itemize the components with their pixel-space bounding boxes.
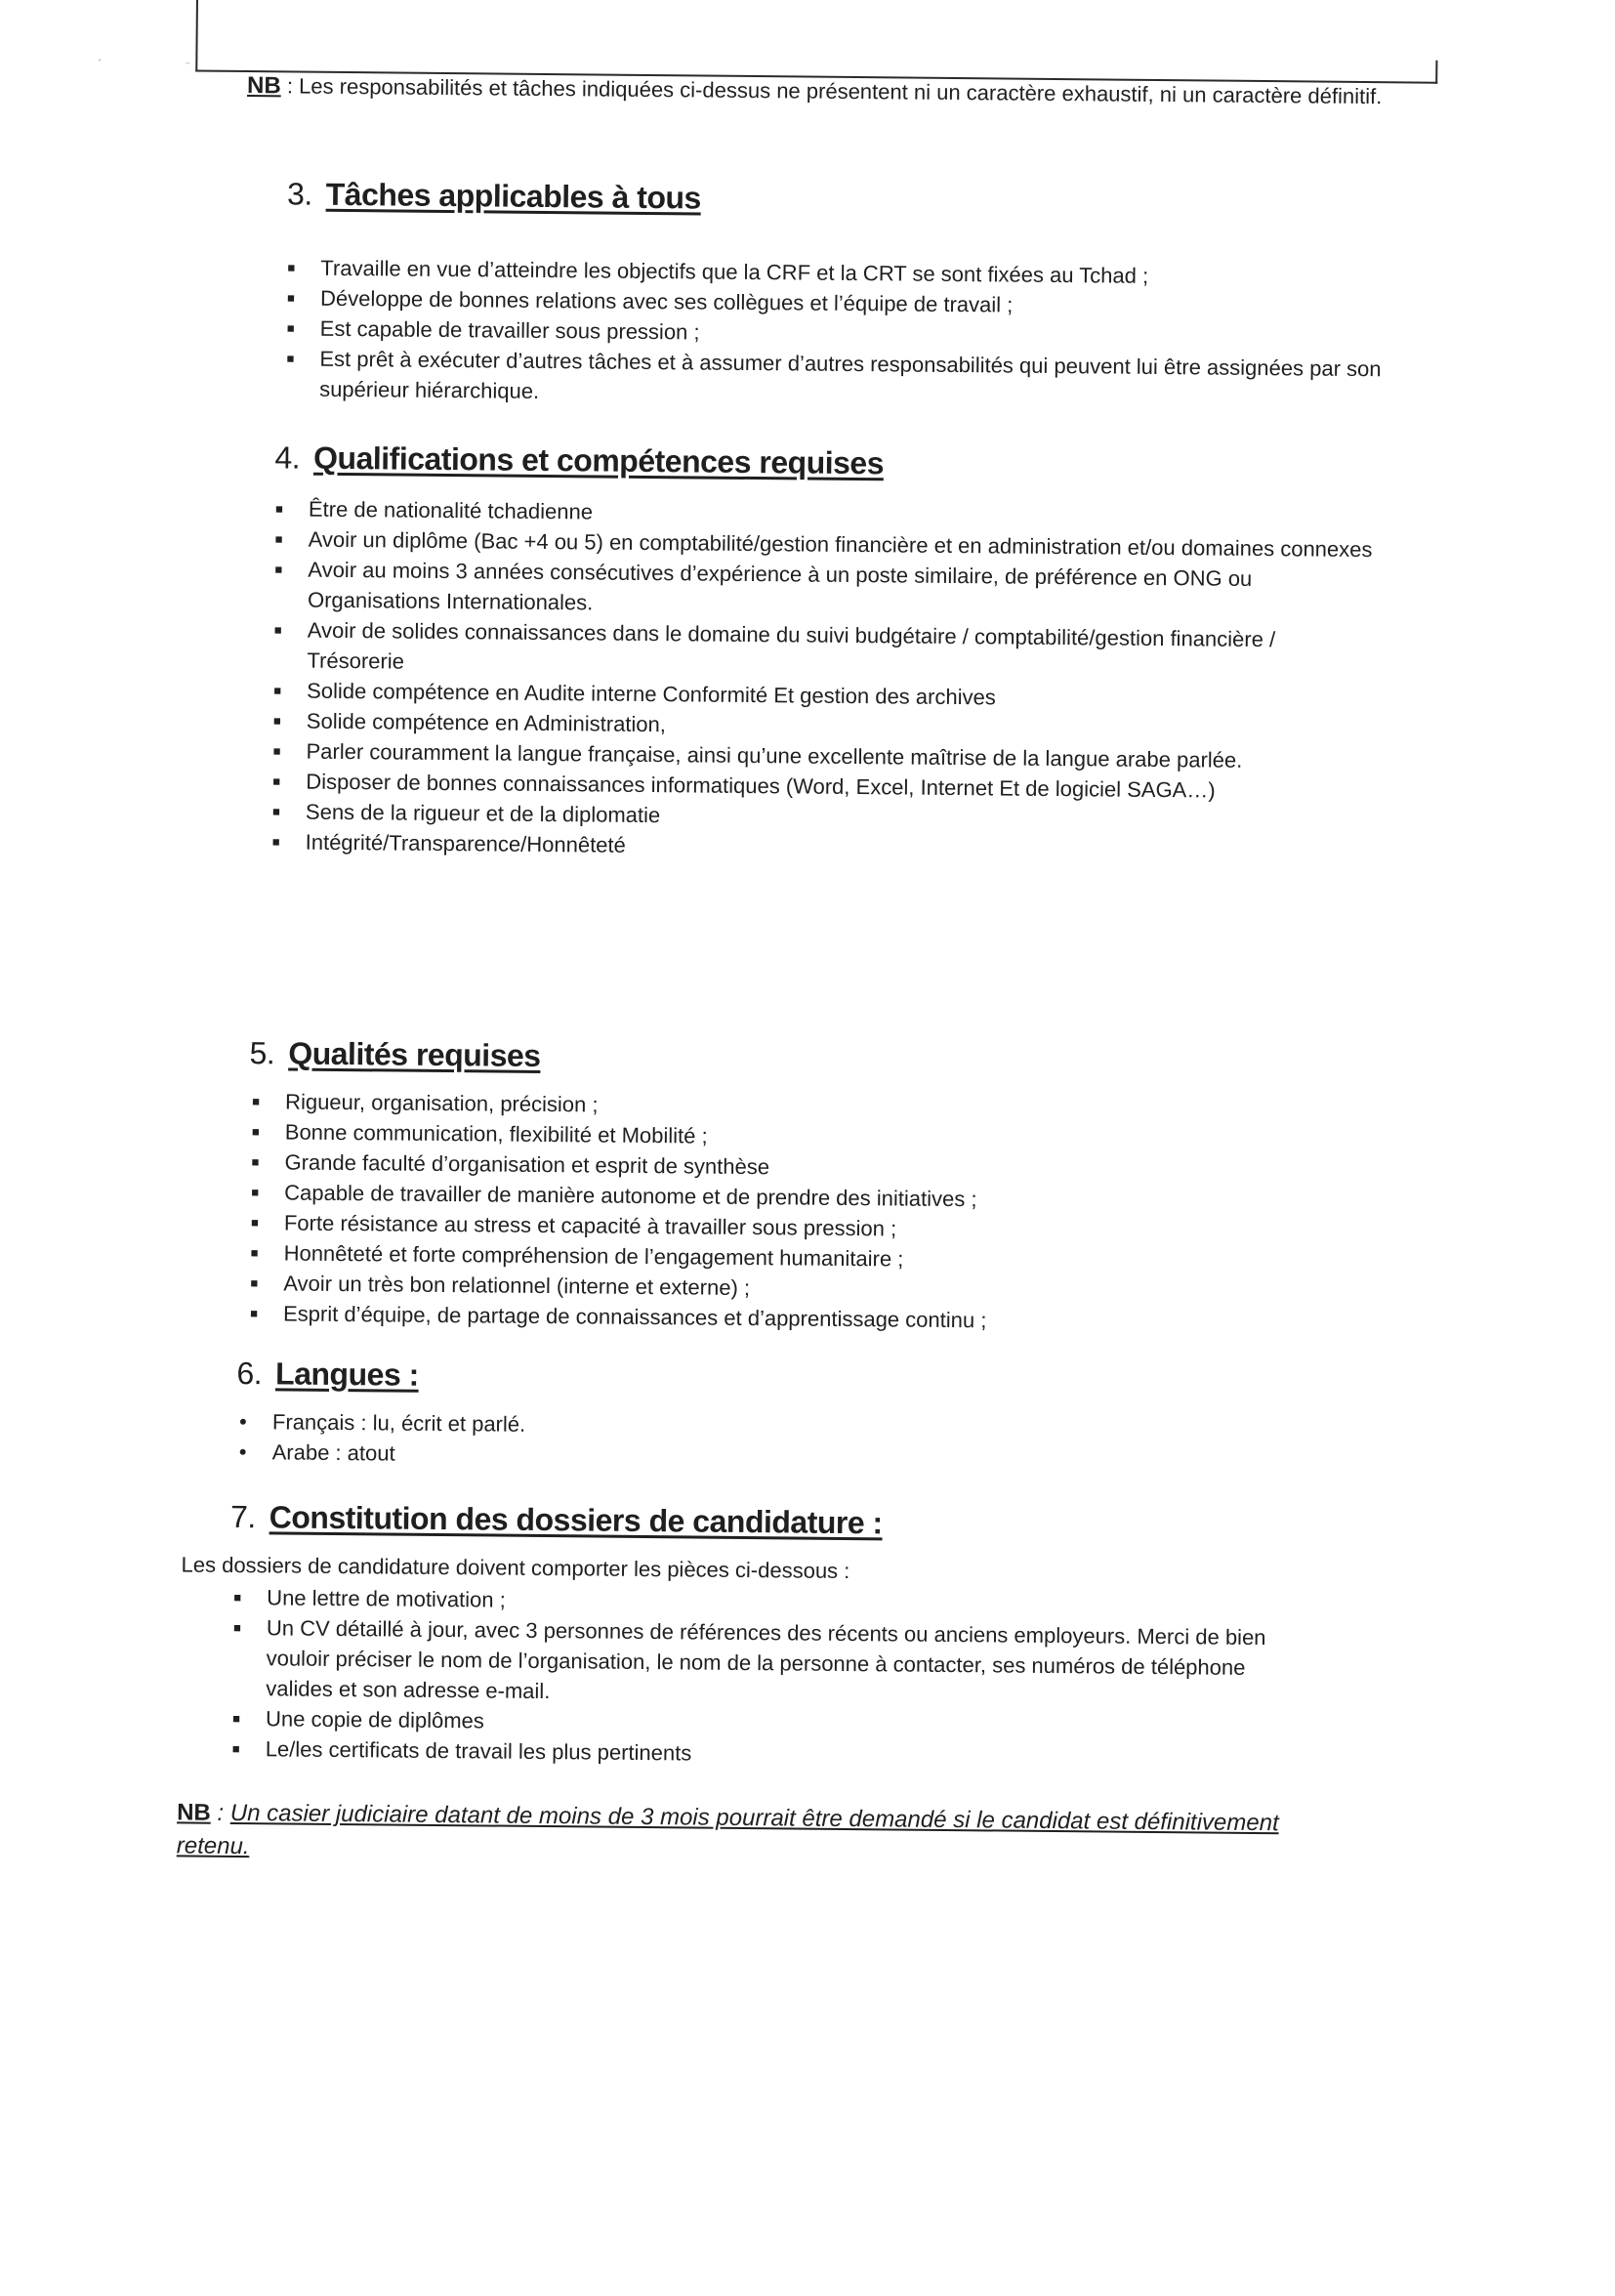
square-bullet-icon: ■ bbox=[273, 683, 282, 698]
section-number: 6. bbox=[236, 1355, 263, 1392]
nb-text: Un casier judiciaire datant de moins de 3 mois pourrait être demandé si le candidat est définitivement retenu. bbox=[176, 1799, 1279, 1860]
square-bullet-icon: ■ bbox=[251, 1154, 260, 1170]
list-item-text: Être de nationalité tchadienne bbox=[308, 496, 594, 524]
section-6-heading bbox=[236, 1356, 419, 1394]
square-bullet-icon: ■ bbox=[251, 1124, 260, 1140]
section-number: 7. bbox=[229, 1498, 256, 1535]
section-4-list bbox=[267, 493, 1374, 867]
square-bullet-icon: ■ bbox=[232, 1710, 241, 1727]
round-bullet-icon: • bbox=[238, 1440, 247, 1465]
list-item bbox=[280, 343, 1385, 414]
section-title: Qualifications et compétences requises bbox=[312, 439, 885, 481]
square-bullet-icon: ■ bbox=[250, 1245, 259, 1261]
list-item-text: Sens de la rigueur et de la diplomatie bbox=[305, 799, 661, 828]
square-bullet-icon: ■ bbox=[250, 1306, 259, 1321]
list-item bbox=[268, 614, 1372, 686]
list-item-text: Un CV détaillé à jour, avec 3 personnes de références des récents ou anciens employeurs. Merci de bien vouloir préciser le nom de l’organisation, le nom de la personne à contacter, ses numéros de téléphone valides et son adresse e-mail. bbox=[266, 1615, 1266, 1704]
list-item-text: Avoir un très bon relationnel (interne et externe) ; bbox=[283, 1271, 751, 1301]
square-bullet-icon: ■ bbox=[232, 1619, 241, 1636]
list-item bbox=[227, 1612, 1272, 1713]
round-bullet-icon: • bbox=[239, 1409, 247, 1435]
list-item-text: Honnêteté et forte compréhension de l’engagement humanitaire ; bbox=[283, 1240, 904, 1272]
section-7-list bbox=[227, 1582, 1273, 1774]
table-frame-right-edge bbox=[1435, 61, 1437, 84]
section-number: 4. bbox=[274, 439, 301, 476]
list-item-text: Forte résistance au stress et capacité à travailler sous pression ; bbox=[283, 1210, 897, 1241]
list-item-text: Disposer de bonnes connaissances informatiques (Word, Excel, Internet Et de logiciel SAGA…) bbox=[306, 769, 1216, 803]
square-bullet-icon: ■ bbox=[274, 531, 283, 547]
list-item bbox=[269, 554, 1373, 625]
square-bullet-icon: ■ bbox=[251, 1185, 260, 1200]
section-title: Langues : bbox=[274, 1356, 419, 1393]
list-item-text: Grande faculté d’organisation et esprit de synthèse bbox=[284, 1149, 770, 1180]
section-7-intro: Les dossiers de candidature doivent comporter les pièces ci-dessous : bbox=[181, 1552, 850, 1584]
list-item-text: Est capable de travailler sous pression ; bbox=[319, 315, 700, 345]
square-bullet-icon: ■ bbox=[233, 1589, 242, 1606]
section-3-heading bbox=[287, 176, 701, 216]
list-item-text: Intégrité/Transparence/Honnêteté bbox=[305, 829, 626, 857]
list-item-text: Solide compétence en Audite interne Conformité Et gestion des archives bbox=[307, 678, 996, 710]
square-bullet-icon: ■ bbox=[250, 1215, 259, 1231]
list-item-text: Rigueur, organisation, précision ; bbox=[285, 1089, 599, 1117]
section-5-heading bbox=[249, 1035, 540, 1074]
list-item-text: Esprit d’équipe, de partage de connaissances et d’apprentissage continu ; bbox=[282, 1301, 987, 1333]
square-bullet-icon: ■ bbox=[272, 713, 281, 729]
square-bullet-icon: ■ bbox=[272, 743, 281, 759]
list-item-text: Une copie de diplômes bbox=[265, 1706, 484, 1733]
list-item-text: Est prêt à exécuter d’autres tâches et à assumer d’autres responsabilités qui peuvent lui être assignées par son supérieur hiérarchique. bbox=[319, 346, 1382, 403]
list-item-text: Avoir au moins 3 années consécutives d’expérience à un poste similaire, de préférence en ONG ou Organisations Internationales. bbox=[307, 557, 1253, 615]
nb-label: NB bbox=[246, 72, 281, 100]
square-bullet-icon: ■ bbox=[231, 1740, 240, 1757]
list-item-text: Parler couramment la langue française, ainsi qu’une excellente maîtrise de la langue arabe parlée. bbox=[306, 738, 1243, 772]
square-bullet-icon: ■ bbox=[250, 1275, 259, 1291]
nb-note-bottom bbox=[177, 1796, 1320, 1873]
square-bullet-icon: ■ bbox=[287, 290, 296, 306]
section-4-heading bbox=[274, 439, 884, 481]
list-item-text: Le/les certificats de travail les plus pertinents bbox=[265, 1736, 692, 1766]
list-item-text: Avoir un diplôme (Bac +4 ou 5) en comptabilité/gestion financière et en administration et/ou domaines connexes bbox=[308, 526, 1373, 563]
list-item-text: Avoir de solides connaissances dans le domaine du suivi budgétaire / comptabilité/gestion financière / Trésorerie bbox=[307, 617, 1276, 674]
list-item-text: Bonne communication, flexibilité et Mobilité ; bbox=[284, 1119, 708, 1148]
section-title: Constitution des dossiers de candidature : bbox=[269, 1499, 883, 1541]
square-bullet-icon: ■ bbox=[271, 804, 280, 819]
square-bullet-icon: ■ bbox=[273, 622, 282, 638]
nb-label: NB bbox=[177, 1799, 211, 1826]
section-5-list bbox=[244, 1086, 1349, 1339]
margin-mark: ´ bbox=[98, 57, 103, 71]
square-bullet-icon: ■ bbox=[274, 562, 283, 577]
section-title: Qualités requises bbox=[288, 1035, 541, 1073]
square-bullet-icon: ■ bbox=[271, 834, 280, 850]
list-item-text: Une lettre de motivation ; bbox=[267, 1585, 506, 1612]
nb-separator: : bbox=[210, 1799, 230, 1826]
nb-text: : Les responsabilités et tâches indiquées ci-dessus ne présentent ni un caractère exhaustif, ni un caractère définitif. bbox=[280, 73, 1383, 109]
square-bullet-icon: ■ bbox=[286, 320, 295, 336]
list-item-text: Arabe : atout bbox=[271, 1440, 395, 1466]
list-item-text: Travaille en vue d’atteindre les objectifs que la CRF et la CRT se sont fixées au Tchad ; bbox=[320, 255, 1149, 288]
margin-mark: ¨ bbox=[186, 60, 190, 74]
section-6-list bbox=[233, 1406, 1338, 1478]
list-item-text: Développe de bonnes relations avec ses collègues et l’équipe de travail ; bbox=[319, 285, 1014, 317]
section-number: 3. bbox=[286, 176, 312, 212]
section-7-heading bbox=[230, 1499, 883, 1541]
list-item-text: Capable de travailler de manière autonome et de prendre des initiatives ; bbox=[284, 1180, 977, 1212]
square-bullet-icon: ■ bbox=[252, 1094, 261, 1109]
list-item-text: Solide compétence en Administration, bbox=[306, 708, 667, 737]
section-title: Tâches applicables à tous bbox=[325, 176, 701, 216]
square-bullet-icon: ■ bbox=[287, 260, 296, 275]
square-bullet-icon: ■ bbox=[272, 773, 281, 789]
square-bullet-icon: ■ bbox=[286, 351, 295, 366]
square-bullet-icon: ■ bbox=[274, 501, 283, 517]
section-3-list bbox=[280, 252, 1385, 414]
section-number: 5. bbox=[249, 1035, 275, 1071]
list-item-text: Français : lu, écrit et parlé. bbox=[271, 1409, 526, 1437]
